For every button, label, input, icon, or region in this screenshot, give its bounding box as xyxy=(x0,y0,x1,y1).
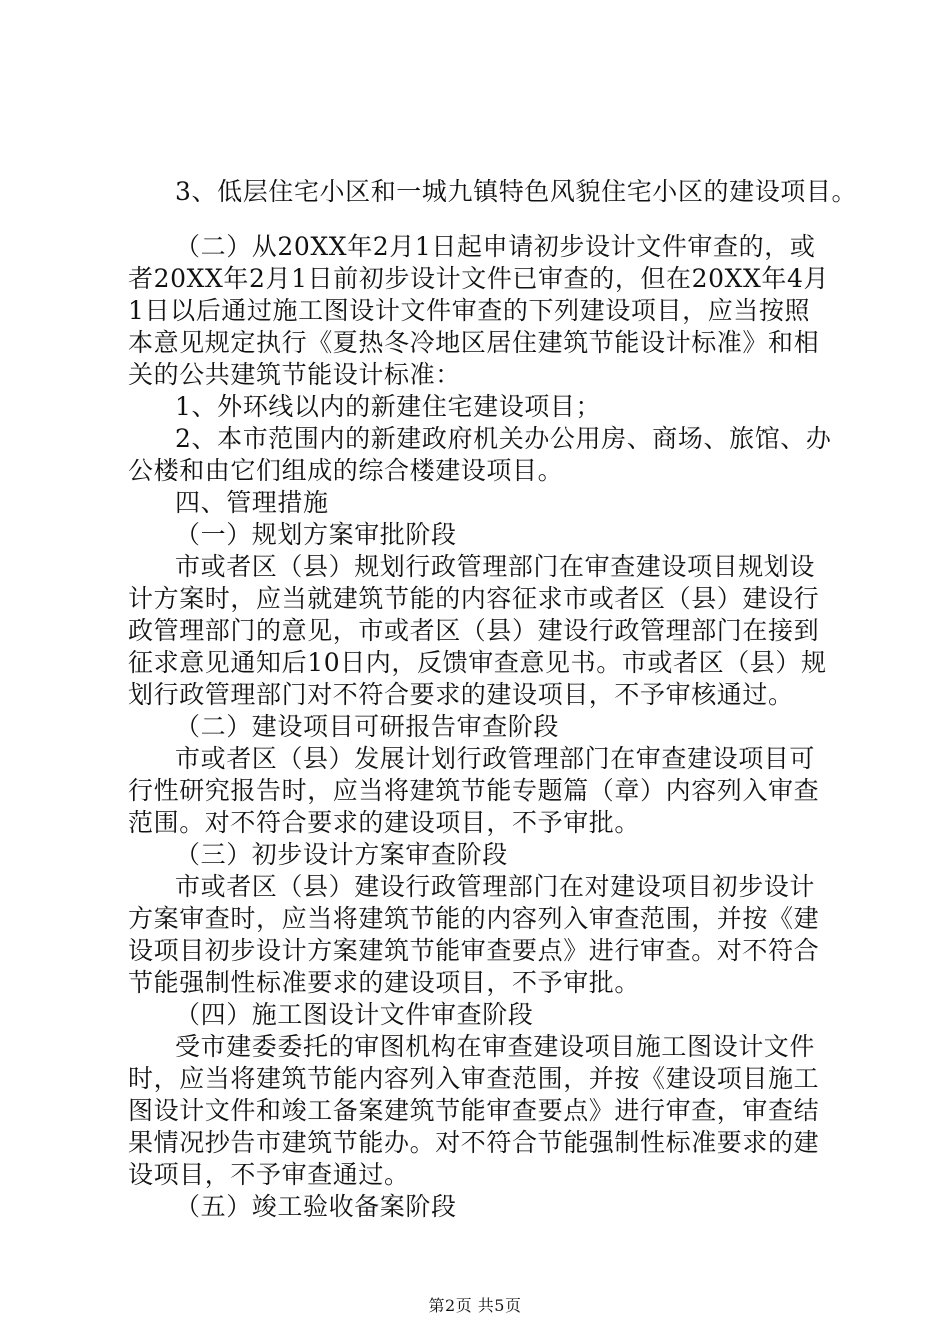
paragraph-line: 公楼和由它们组成的综合楼建设项目。 xyxy=(128,456,564,485)
paragraph-line: 市或者区（县）规划行政管理部门在审查建设项目规划设 xyxy=(175,552,816,581)
paragraph-line: （二）从20XX年2月1日起申请初步设计文件审查的，或 xyxy=(175,232,816,261)
subsection-heading: （一）规划方案审批阶段 xyxy=(175,520,457,549)
subsection-heading: （三）初步设计方案审查阶段 xyxy=(175,840,508,869)
paragraph-line: 关的公共建筑节能设计标准： xyxy=(128,360,461,389)
paragraph-line: 征求意见通知后10日内，反馈审查意见书。市或者区（县）规 xyxy=(128,648,827,677)
paragraph-line: 节能强制性标准要求的建设项目，不予审批。 xyxy=(128,968,641,997)
paragraph-line: 时，应当将建筑节能内容列入审查范围，并按《建设项目施工 xyxy=(128,1064,820,1093)
paragraph-line: 设项目，不予审查通过。 xyxy=(128,1160,410,1189)
subsection-heading: （二）建设项目可研报告审查阶段 xyxy=(175,712,560,741)
paragraph-line: 1日以后通过施工图设计文件审查的下列建设项目，应当按照 xyxy=(128,296,811,325)
paragraph-line: 市或者区（县）发展计划行政管理部门在审查建设项目可 xyxy=(175,744,816,773)
paragraph-line: 3、低层住宅小区和一城九镇特色风貌住宅小区的建设项目。 xyxy=(175,177,858,206)
paragraph-line: 2、本市范围内的新建政府机关办公用房、商场、旅馆、办 xyxy=(175,424,832,453)
subsection-heading: （五）竣工验收备案阶段 xyxy=(175,1192,457,1221)
paragraph-line: 行性研究报告时，应当将建筑节能专题篇（章）内容列入审查 xyxy=(128,776,820,805)
paragraph-line: 者20XX年2月1日前初步设计文件已审查的，但在20XX年4月 xyxy=(128,264,830,293)
paragraph-line: 政管理部门的意见，市或者区（县）建设行政管理部门在接到 xyxy=(128,616,820,645)
paragraph-line: 受市建委委托的审图机构在审查建设项目施工图设计文件 xyxy=(175,1032,816,1061)
paragraph-line: 划行政管理部门对不符合要求的建设项目，不予审核通过。 xyxy=(128,680,794,709)
section-heading: 四、管理措施 xyxy=(175,488,329,517)
paragraph-line: 设项目初步设计方案建筑节能审查要点》进行审查。对不符合 xyxy=(128,936,820,965)
paragraph-line: 本意见规定执行《夏热冬冷地区居住建筑节能设计标准》和相 xyxy=(128,328,820,357)
paragraph-line: 市或者区（县）建设行政管理部门在对建设项目初步设计 xyxy=(175,872,816,901)
paragraph-line: 图设计文件和竣工备案建筑节能审查要点》进行审查，审查结 xyxy=(128,1096,820,1125)
page-number-footer: 第2页 共5页 xyxy=(428,1296,522,1315)
subsection-heading: （四）施工图设计文件审查阶段 xyxy=(175,1000,534,1029)
paragraph-line: 1、外环线以内的新建住宅建设项目； xyxy=(175,392,602,421)
paragraph-line: 果情况抄告市建筑节能办。对不符合节能强制性标准要求的建 xyxy=(128,1128,820,1157)
paragraph-line: 方案审查时，应当将建筑节能的内容列入审查范围，并按《建 xyxy=(128,904,820,933)
paragraph-line: 范围。对不符合要求的建设项目，不予审批。 xyxy=(128,808,641,837)
paragraph-line: 计方案时，应当就建筑节能的内容征求市或者区（县）建设行 xyxy=(128,584,820,613)
